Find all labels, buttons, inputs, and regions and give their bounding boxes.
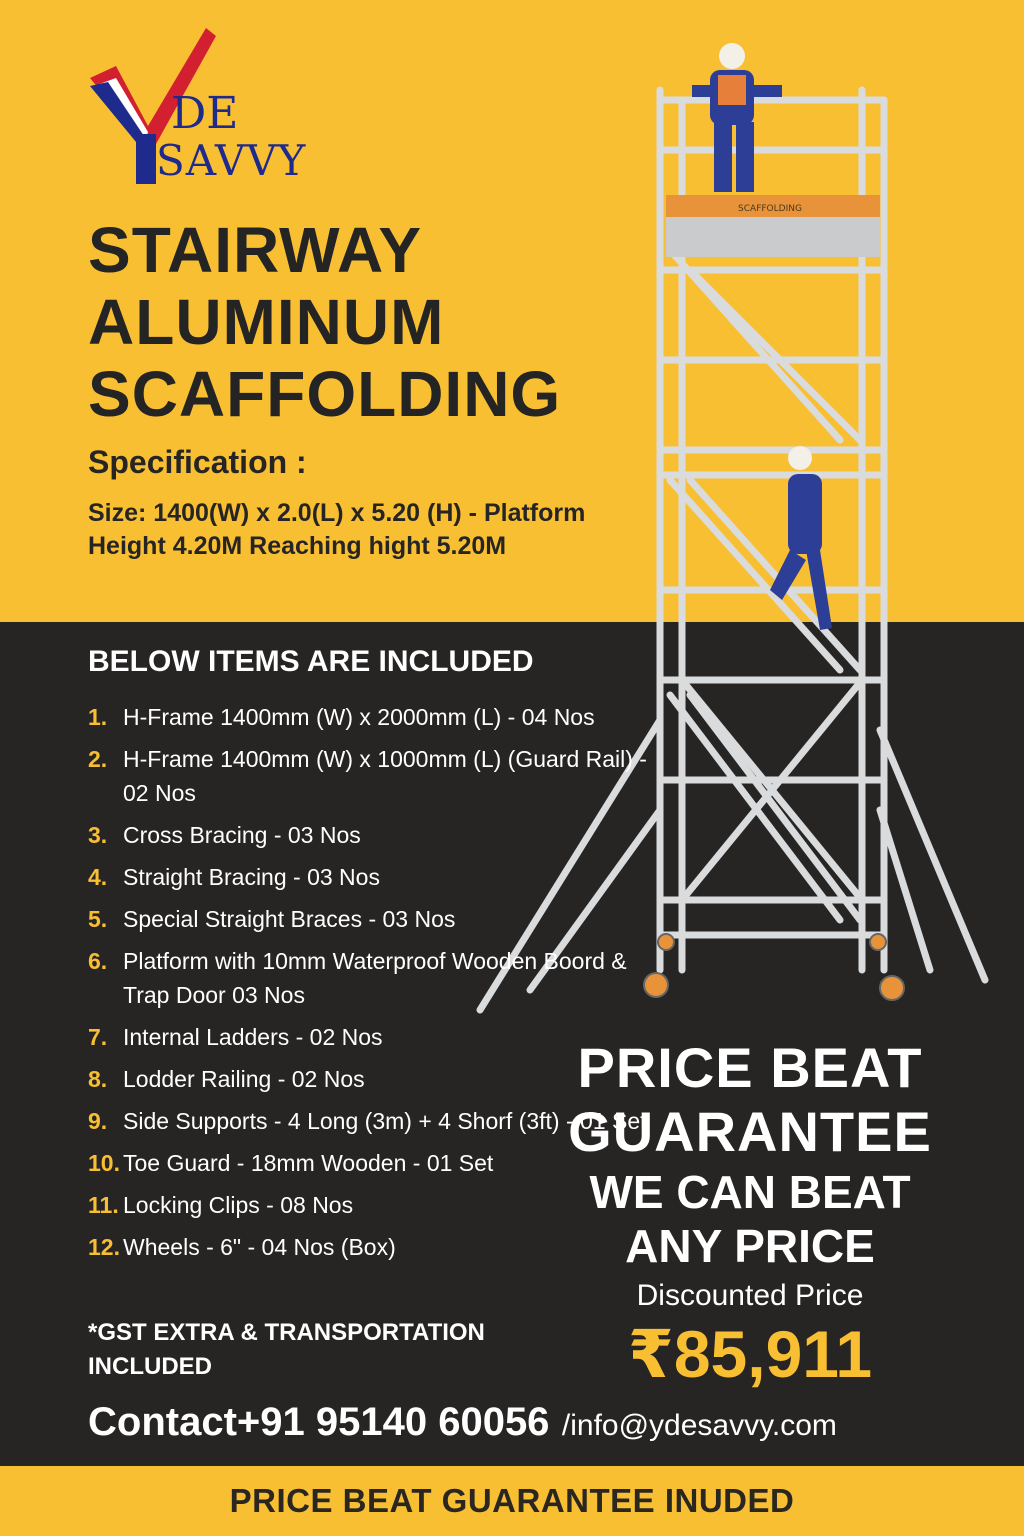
- list-item: 12. Wheels - 6" - 04 Nos (Box): [88, 1234, 396, 1260]
- title-line-1: STAIRWAY: [88, 214, 422, 286]
- gst-note: *GST EXTRA & TRANSPORTATION INCLUDED: [88, 1319, 485, 1380]
- included-heading: BELOW ITEMS ARE INCLUDED: [88, 645, 534, 678]
- list-item: 8. Lodder Railing - 02 Nos: [88, 1066, 365, 1092]
- contact-line: [88, 1400, 988, 1445]
- list-item: 3. Cross Bracing - 03 Nos: [88, 822, 361, 848]
- promo-line-2: GUARANTEE: [568, 1100, 932, 1163]
- footer-banner: [0, 1466, 1024, 1536]
- specification-text: Size: 1400(W) x 2.0(L) x 5.20 (H) - Platform Height 4.20M Reaching hight 5.20M: [88, 499, 586, 560]
- title-line-3: SCAFFOLDING: [88, 358, 562, 430]
- contact-label: Contact: [88, 1400, 237, 1444]
- list-item: 2. H-Frame 1400mm (W) x 1000mm (L) (Guard Rail) - 02 Nos: [88, 746, 647, 806]
- worker-top: [692, 43, 782, 192]
- discounted-price: ₹85,911: [627, 1317, 873, 1391]
- promo-line-4: ANY PRICE: [625, 1220, 875, 1272]
- list-item: 1. H-Frame 1400mm (W) x 2000mm (L) - 04 Nos: [88, 704, 595, 730]
- promo-line-1: PRICE BEAT: [577, 1036, 923, 1099]
- list-item: 9. Side Supports - 4 Long (3m) + 4 Shorf (3ft) - 01 Set: [88, 1108, 647, 1134]
- discount-label: Discounted Price: [636, 1279, 864, 1312]
- specification-heading: Specification :: [88, 444, 307, 480]
- platform-label: SCAFFOLDING: [738, 204, 802, 214]
- list-item: 4. Straight Bracing - 03 Nos: [88, 864, 380, 890]
- brand-name-line1: DE: [171, 88, 239, 139]
- brand-logo: [86, 26, 326, 196]
- contact-email[interactable]: /info@ydesavvy.com: [561, 1409, 837, 1442]
- title-line-2: ALUMINUM: [88, 286, 445, 358]
- list-item: 10. Toe Guard - 18mm Wooden - 01 Set: [88, 1150, 494, 1176]
- contact-phone[interactable]: +91 95140 60056: [236, 1400, 550, 1444]
- list-item: 7. Internal Ladders - 02 Nos: [88, 1024, 383, 1050]
- price-promo: [560, 1036, 940, 1392]
- promo-line-3: WE CAN BEAT: [589, 1166, 911, 1218]
- list-item: 11. Locking Clips - 08 Nos: [88, 1192, 354, 1218]
- brand-name-line2: SAVVY: [156, 136, 307, 185]
- footer-text: PRICE BEAT GUARANTEE INUDED: [229, 1482, 795, 1519]
- list-item: 6. Platform with 10mm Waterproof Wooden Boord & Trap Door 03 Nos: [88, 948, 627, 1008]
- list-item: 5. Special Straight Braces - 03 Nos: [88, 906, 456, 932]
